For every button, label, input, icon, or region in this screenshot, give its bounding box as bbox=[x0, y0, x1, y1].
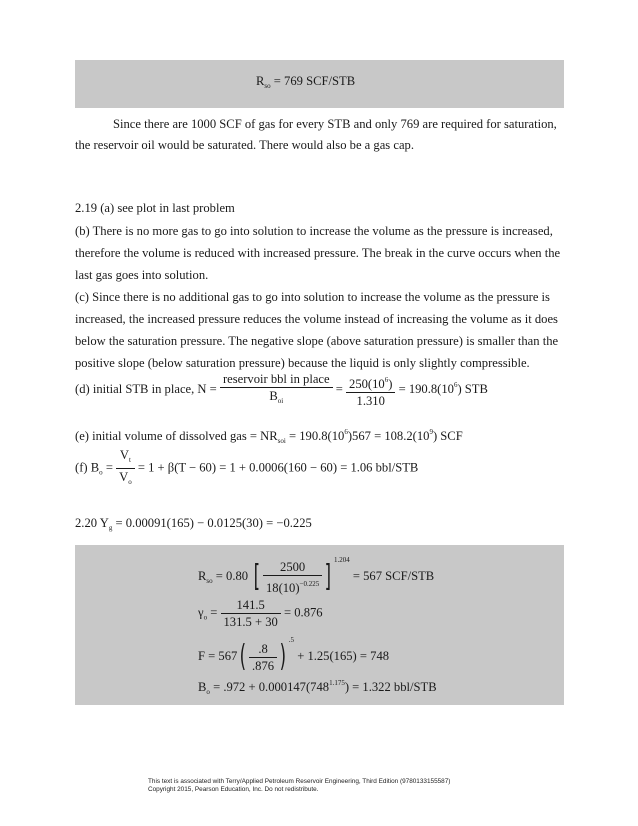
fraction-141-5 bbox=[221, 598, 281, 629]
rsoi-subscript: soi bbox=[277, 437, 286, 445]
rso-symbol: R bbox=[198, 569, 207, 583]
problem-219-c-line: positive slope (below saturation pressure) because the liquid is only slightly compressible. bbox=[75, 356, 530, 370]
bracket-right: ] bbox=[324, 559, 332, 595]
vo-subscript: o bbox=[128, 478, 132, 486]
bo-rhs: = .972 + 0.000147(748 bbox=[213, 680, 330, 694]
rso-result: = 567 SCF/STB bbox=[352, 569, 435, 583]
equals-sign: = bbox=[335, 381, 343, 396]
d-result-unit: ) STB bbox=[457, 381, 488, 396]
rso-subscript: so bbox=[206, 577, 213, 585]
problem-220-label: 2.20 bbox=[75, 516, 98, 530]
yg-rhs: = 0.00091(165) − 0.0125(30) = −0.225 bbox=[115, 516, 312, 530]
exponent: 6 bbox=[384, 375, 389, 384]
fraction-250 bbox=[346, 373, 395, 408]
fraction-numerator: 141.5 bbox=[221, 598, 281, 614]
copyright-footer bbox=[148, 778, 450, 794]
bo-subscript: o bbox=[99, 468, 103, 477]
fraction-numerator: 2500 bbox=[263, 560, 322, 576]
fraction-denominator bbox=[220, 388, 333, 408]
problem-219-b-line: last gas goes into solution. bbox=[75, 268, 209, 282]
problem-220-equation bbox=[75, 516, 312, 535]
paragraph-line: the reservoir oil would be saturated. There would also be a gas cap. bbox=[75, 138, 414, 152]
bo-symbol: B bbox=[198, 680, 207, 694]
equals-sign: = bbox=[210, 605, 218, 620]
rso-equation-top bbox=[256, 74, 355, 93]
fraction-denominator: 131.5 + 30 bbox=[223, 615, 278, 629]
exponent: −0.225 bbox=[299, 579, 320, 588]
rso-coefficient: = 0.80 bbox=[215, 569, 249, 583]
problem-219-c-line: (c) Since there is no additional gas to go into solution to increase the volume as the pressure is bbox=[75, 290, 550, 304]
yg-symbol: Y bbox=[99, 516, 109, 530]
equals-sign: = bbox=[105, 460, 113, 475]
rso-subscript: so bbox=[264, 82, 271, 90]
fraction-numerator bbox=[116, 448, 135, 469]
f-label: (f) bbox=[75, 460, 88, 475]
problem-219-a: 2.19 (a) see plot in last problem bbox=[75, 201, 235, 215]
fraction-numerator: .8 bbox=[249, 642, 277, 658]
rso-equation-bottom bbox=[198, 553, 434, 595]
fraction-numerator: reservoir bbl in place bbox=[220, 372, 333, 388]
exponent: .5 bbox=[288, 636, 295, 644]
fraction-denominator bbox=[116, 469, 135, 489]
paren-left: ( bbox=[239, 639, 247, 675]
gamma-symbol: γ bbox=[198, 605, 204, 620]
paragraph-line: Since there are 1000 SCF of gas for every STB and only 769 are required for saturation, bbox=[113, 117, 557, 131]
footer-line: Copyright 2015, Pearson Education, Inc. Do not redistribute. bbox=[148, 786, 319, 793]
fraction-vt-vo bbox=[116, 448, 135, 489]
exponent: 6 bbox=[344, 428, 348, 436]
f-rhs: + 1.25(165) = 748 bbox=[297, 649, 390, 663]
rso-value: = 769 SCF/STB bbox=[273, 74, 356, 88]
gamma-subscript: o bbox=[203, 613, 208, 622]
d-label: (d) initial STB in place, bbox=[75, 381, 195, 396]
boi-symbol: B bbox=[269, 389, 278, 403]
fraction-2500 bbox=[263, 560, 322, 595]
bo-result: ) = 1.322 bbl/STB bbox=[344, 680, 437, 694]
boi-subscript: oi bbox=[277, 397, 284, 405]
rso-symbol: R bbox=[256, 74, 265, 88]
fraction-numerator bbox=[346, 373, 395, 393]
bo-subscript: o bbox=[206, 688, 210, 696]
footer-line: This text is associated with Terry/Applied Petroleum Reservoir Engineering, Third Edition (9780133155587) bbox=[148, 778, 451, 785]
bo-symbol: B bbox=[90, 460, 100, 475]
vo-symbol: V bbox=[119, 470, 129, 484]
problem-219-d-equation bbox=[75, 372, 488, 408]
fraction-denominator: .876 bbox=[252, 658, 275, 673]
f-rhs: = 1 + β(T − 60) = 1 + 0.0006(160 − 60) = 1.06 bbl/STB bbox=[137, 460, 419, 475]
fraction-reservoir-bbl bbox=[220, 372, 333, 408]
n-symbol: N = bbox=[197, 381, 217, 396]
exponent: 1.175 bbox=[329, 679, 345, 687]
fraction-denominator: 1.310 bbox=[356, 393, 385, 408]
problem-219-c-line: below the saturation pressure. The negative slope (above saturation pressure) is smaller than the bbox=[75, 334, 559, 348]
exponent: 6 bbox=[453, 380, 458, 389]
fraction-ratio bbox=[249, 642, 277, 673]
denominator-text: 18(10) bbox=[265, 580, 300, 595]
vt-subscript: t bbox=[128, 456, 131, 464]
close-paren: ) bbox=[388, 376, 393, 391]
problem-219-f-equation bbox=[75, 448, 418, 489]
f-lhs: F = 567 bbox=[198, 649, 238, 663]
fraction-denominator bbox=[263, 576, 322, 595]
bracket-left: [ bbox=[253, 559, 261, 595]
exponent: 9 bbox=[429, 428, 433, 436]
exponent: 1.204 bbox=[333, 556, 350, 564]
e-rhs: = 190.8(10 bbox=[288, 429, 345, 443]
vt-symbol: V bbox=[119, 448, 129, 462]
problem-219-e-equation bbox=[75, 425, 463, 448]
yg-subscript: g bbox=[108, 524, 113, 532]
problem-219-b-line: therefore the volume is reduced with increased pressure. The break in the curve occurs when the bbox=[75, 246, 561, 260]
paren-right: ) bbox=[279, 639, 287, 675]
d-result: = 190.8(10 bbox=[398, 381, 454, 396]
e-label: (e) initial volume of dissolved gas = NR bbox=[75, 429, 278, 443]
e-rhs: )567 = 108.2(10 bbox=[347, 429, 430, 443]
f-correlation-equation bbox=[198, 633, 389, 673]
gamma-equation bbox=[198, 598, 323, 629]
e-unit: ) SCF bbox=[432, 429, 463, 443]
problem-219-b-line: (b) There is no more gas to go into solution to increase the volume as the pressure is increased, bbox=[75, 224, 553, 238]
bo-equation bbox=[198, 676, 437, 699]
problem-219-c-line: increased, the increased pressure reduces the volume instead of increasing the volume as it does bbox=[75, 312, 558, 326]
numerator-text: 250(10 bbox=[349, 376, 385, 391]
gamma-result: = 0.876 bbox=[284, 605, 323, 620]
